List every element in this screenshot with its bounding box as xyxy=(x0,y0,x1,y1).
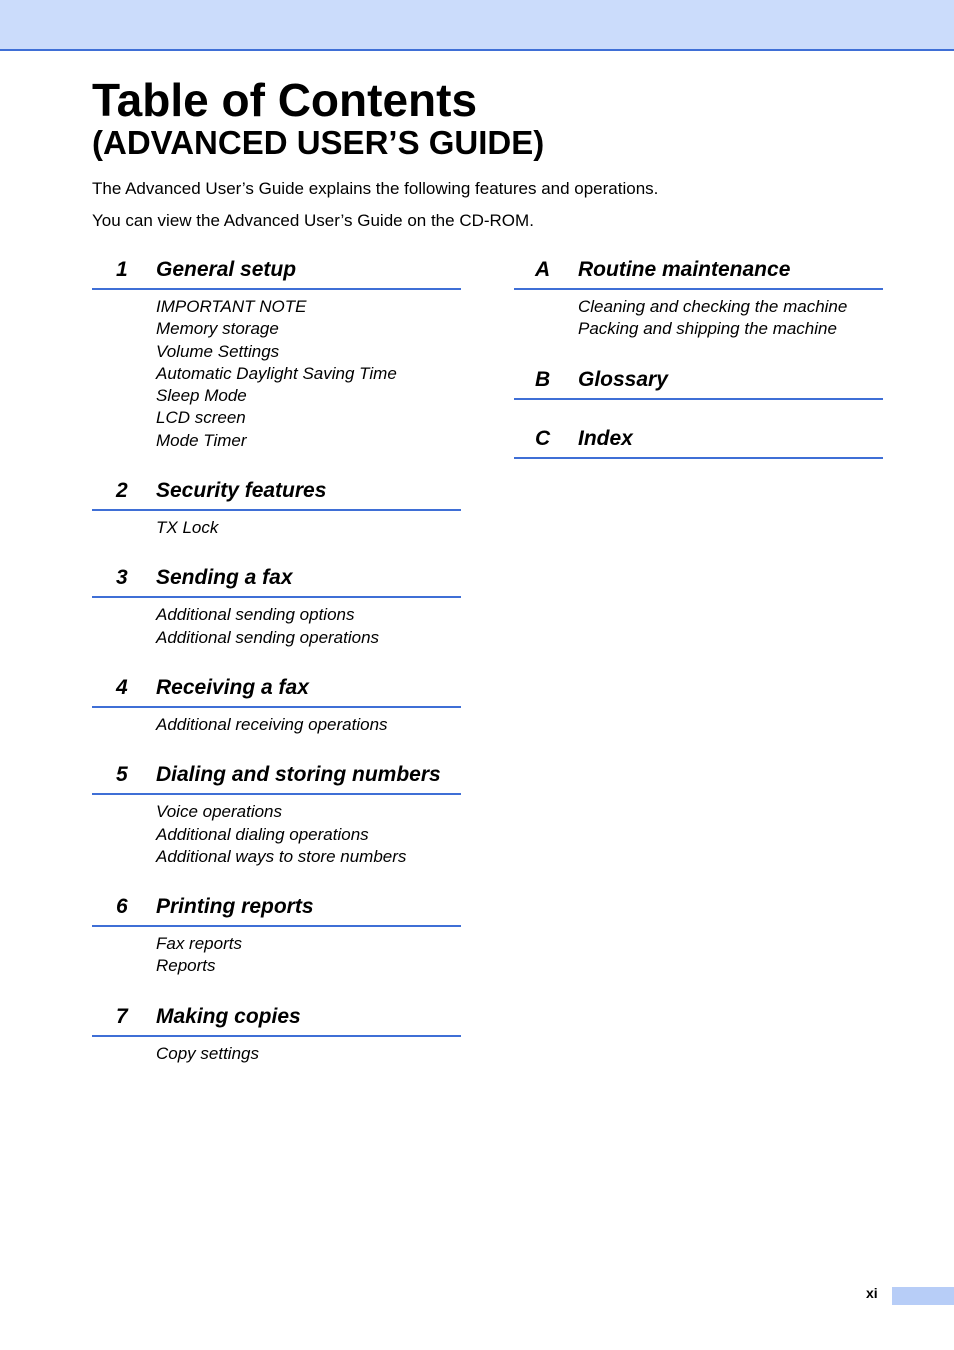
toc-chapter xyxy=(92,1004,461,1065)
toc-chapter xyxy=(92,478,461,539)
section-entry[interactable]: Additional receiving operations xyxy=(156,714,388,734)
intro-text: You can view the Advanced User’s Guide on the CD-ROM. xyxy=(92,211,534,230)
chapter-number: 5 xyxy=(116,763,128,787)
section-list xyxy=(92,708,461,736)
section-entry[interactable]: Cleaning and checking the machine xyxy=(578,297,848,316)
section-entry[interactable]: Mode Timer xyxy=(156,430,247,450)
chapter-heading[interactable] xyxy=(92,257,461,290)
chapter-number: 2 xyxy=(116,479,128,503)
appendix-heading[interactable] xyxy=(514,367,883,400)
chapter-number: 6 xyxy=(116,895,128,919)
appendix-letter: A xyxy=(535,258,551,281)
section-list xyxy=(92,927,461,978)
section-entry[interactable]: Volume Settings xyxy=(156,341,280,361)
chapter-heading[interactable] xyxy=(92,478,461,511)
section-entry[interactable]: TX Lock xyxy=(156,518,219,538)
section-entry[interactable]: Voice operations xyxy=(156,802,283,822)
toc-chapter xyxy=(92,894,461,978)
chapter-title: Making copies xyxy=(156,1004,301,1028)
chapter-title: Dialing and storing numbers xyxy=(156,763,441,787)
section-entry[interactable]: LCD screen xyxy=(156,408,246,428)
chapter-heading[interactable] xyxy=(92,894,461,927)
chapter-title: Security features xyxy=(156,479,327,503)
section-list xyxy=(514,290,883,341)
section-entry[interactable]: Reports xyxy=(156,956,216,976)
chapter-title: Receiving a fax xyxy=(156,675,309,699)
section-list xyxy=(92,598,461,649)
section-entry[interactable]: Additional ways to store numbers xyxy=(156,846,407,866)
toc-left-column xyxy=(92,257,461,1091)
chapter-title: Sending a fax xyxy=(156,566,293,590)
appendix-title: Index xyxy=(578,426,633,450)
page-subtitle: (ADVANCED USER’S GUIDE) xyxy=(92,124,545,161)
section-entry[interactable]: Copy settings xyxy=(156,1043,259,1063)
appendix-letter: B xyxy=(535,367,551,391)
toc-right-column xyxy=(514,257,883,485)
toc-chapter xyxy=(92,675,461,736)
section-entry[interactable]: Packing and shipping the machine xyxy=(578,319,837,339)
section-entry[interactable]: Additional dialing operations xyxy=(156,824,369,844)
chapter-title: General setup xyxy=(156,258,297,281)
toc-chapter xyxy=(92,257,461,452)
toc-appendix xyxy=(514,257,883,341)
section-entry[interactable]: Additional sending operations xyxy=(156,627,380,647)
chapter-number: 1 xyxy=(116,258,128,281)
intro-text: The Advanced User’s Guide explains the following features and operations. xyxy=(92,179,659,198)
toc-chapter xyxy=(92,762,461,868)
page-tab-marker xyxy=(892,1287,954,1305)
appendix-heading[interactable] xyxy=(514,426,883,459)
section-entry[interactable]: IMPORTANT NOTE xyxy=(156,297,307,316)
section-list xyxy=(92,290,461,452)
section-entry[interactable]: Additional sending options xyxy=(156,605,355,625)
section-entry[interactable]: Automatic Daylight Saving Time xyxy=(156,363,397,383)
chapter-title: Printing reports xyxy=(156,895,314,919)
section-entry[interactable]: Sleep Mode xyxy=(156,386,247,406)
section-entry[interactable]: Memory storage xyxy=(156,319,279,339)
toc-appendix xyxy=(514,426,883,459)
appendix-title: Routine maintenance xyxy=(578,258,791,281)
appendix-heading[interactable] xyxy=(514,257,883,290)
chapter-number: 4 xyxy=(116,675,128,699)
page-title: Table of Contents xyxy=(92,74,478,126)
page-number: xi xyxy=(866,1285,878,1301)
chapter-heading[interactable] xyxy=(92,565,461,598)
toc-appendix xyxy=(514,367,883,400)
chapter-number: 7 xyxy=(116,1004,128,1028)
chapter-heading[interactable] xyxy=(92,1004,461,1037)
chapter-heading[interactable] xyxy=(92,762,461,795)
section-entry[interactable]: Fax reports xyxy=(156,934,242,954)
section-list xyxy=(92,795,461,868)
chapter-number: 3 xyxy=(116,566,128,590)
section-list xyxy=(92,511,461,539)
chapter-heading[interactable] xyxy=(92,675,461,708)
appendix-letter: C xyxy=(535,426,551,450)
header-band xyxy=(0,0,954,51)
appendix-title: Glossary xyxy=(578,367,668,391)
section-list xyxy=(92,1037,461,1065)
toc-chapter xyxy=(92,565,461,649)
